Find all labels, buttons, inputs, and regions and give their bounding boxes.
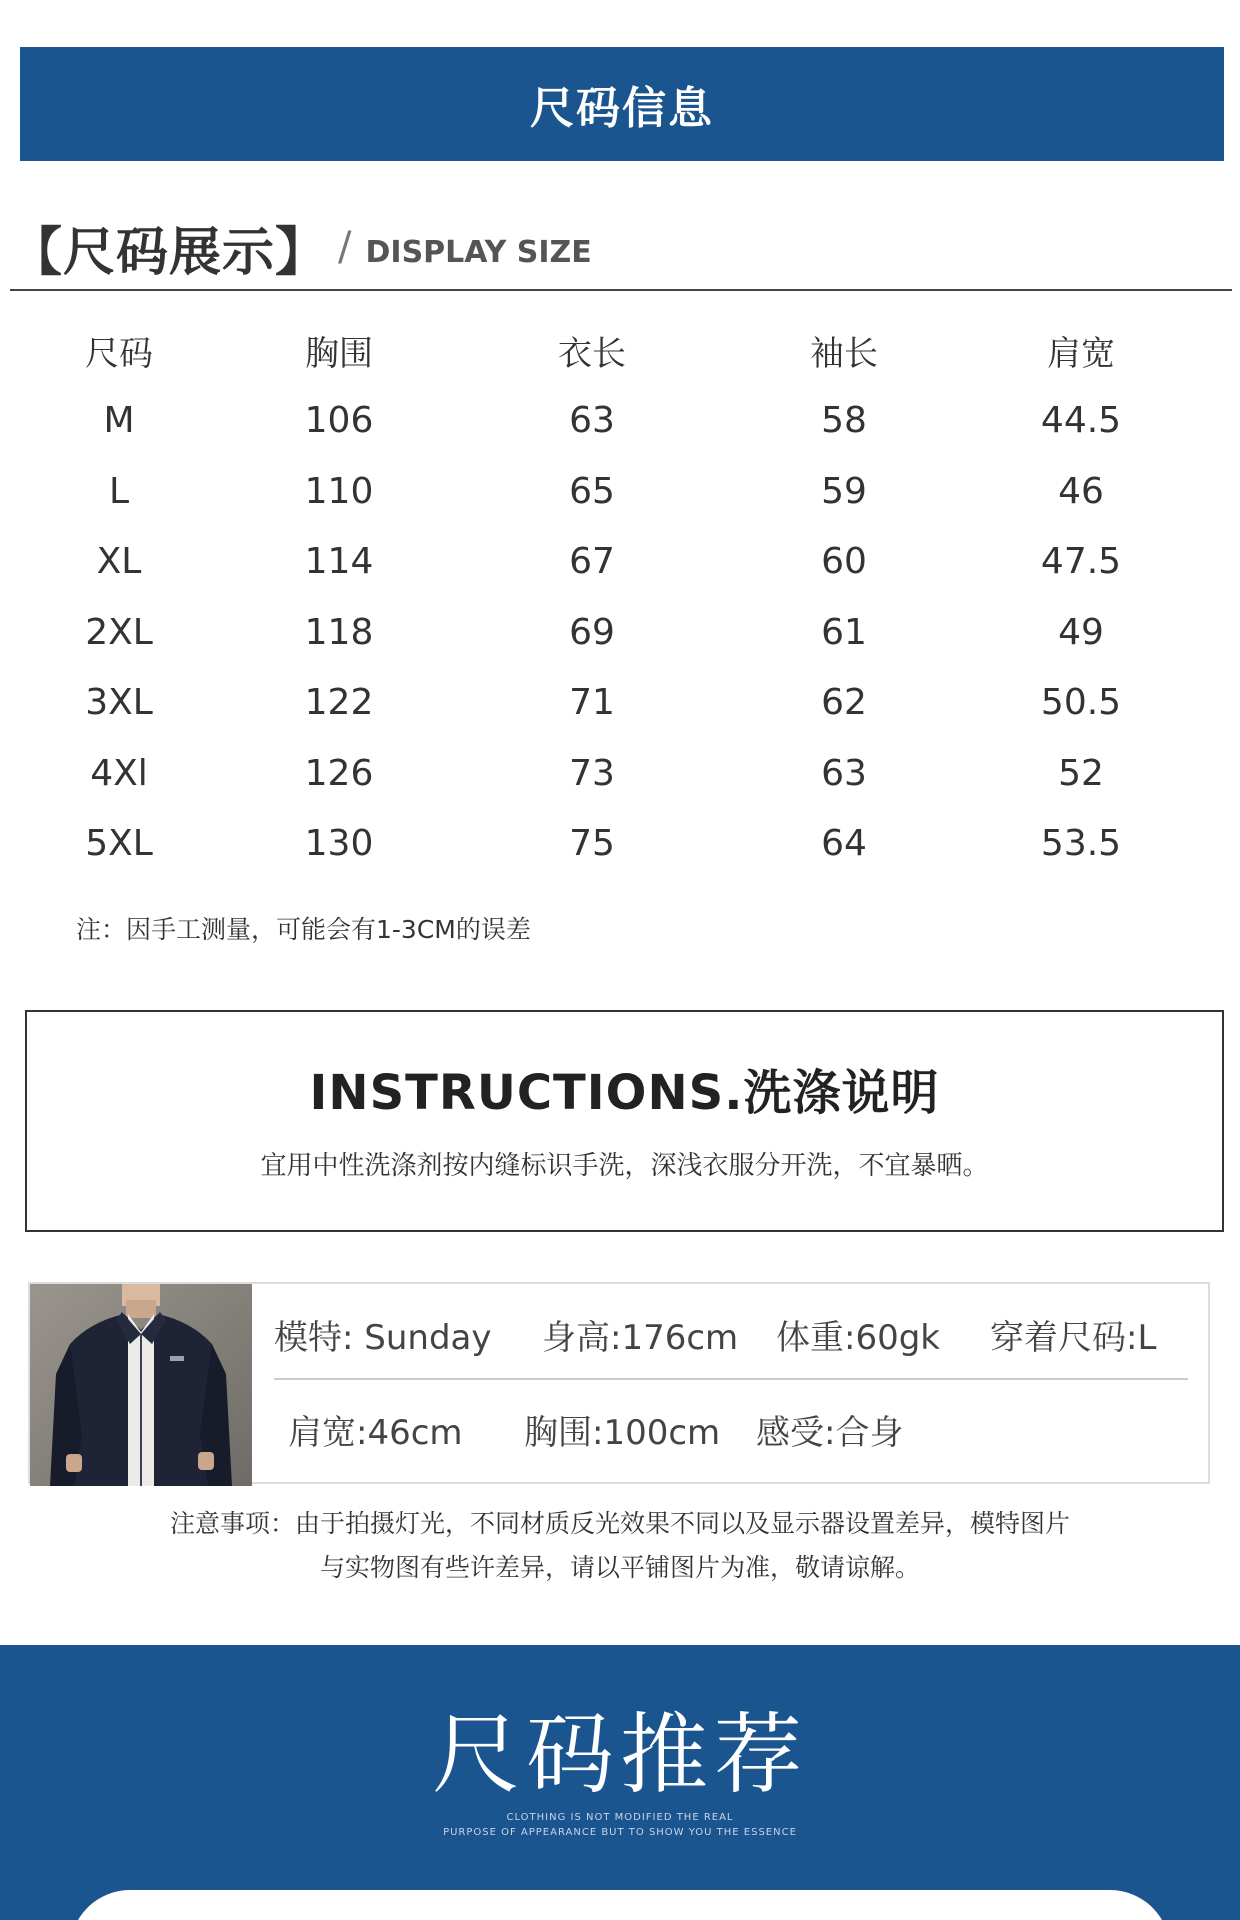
size-cell: 2XL — [85, 611, 153, 653]
instructions-title: INSTRUCTIONS.洗涤说明 — [309, 1065, 940, 1121]
model-photo — [30, 1284, 252, 1486]
shoulder-cell: 47.5 — [1040, 541, 1122, 583]
shoulder-cell: 50.5 — [1040, 682, 1122, 724]
sleeve-cell: 62 — [821, 682, 867, 724]
section-title-en: DISPLAY SIZE — [365, 234, 592, 270]
sleeve-cell: 58 — [821, 400, 867, 442]
model-fit: 感受:合身 — [756, 1412, 904, 1453]
chest-cell: 106 — [304, 400, 374, 442]
chest-cell: 110 — [304, 470, 374, 512]
model-info-card — [28, 1282, 1210, 1484]
length-cell: 73 — [569, 752, 615, 794]
caution-line-1: 注意事项：由于拍摄灯光，不同材质反光效果不同以及显示器设置差异，模特图片 — [169, 1509, 1070, 1538]
size-cell: 4Xl — [90, 752, 148, 794]
model-shoulder: 肩宽:46cm — [288, 1412, 463, 1453]
size-table — [30, 315, 1210, 879]
table-row — [30, 738, 1210, 809]
shoulder-cell: 52 — [1058, 752, 1104, 794]
recommend-title: 尺码推荐 — [431, 1703, 808, 1806]
table-row — [30, 597, 1210, 668]
size-cell: L — [108, 470, 130, 512]
sleeve-cell: 59 — [821, 470, 867, 512]
size-cell: 3XL — [85, 682, 153, 724]
model-details-row-1 — [274, 1290, 1188, 1380]
size-cell: M — [103, 400, 135, 442]
model-details — [252, 1284, 1208, 1482]
column-header: 衣长 — [558, 333, 626, 374]
table-row — [30, 668, 1210, 739]
size-cell: 5XL — [85, 823, 153, 865]
model-weight: 体重:60gk — [776, 1317, 940, 1358]
table-row — [30, 809, 1210, 880]
column-header: 袖长 — [810, 333, 878, 374]
sleeve-cell: 63 — [821, 752, 867, 794]
length-cell: 75 — [569, 823, 615, 865]
shoulder-cell: 53.5 — [1040, 823, 1122, 865]
sleeve-cell: 61 — [821, 611, 867, 653]
white-panel-top — [70, 1890, 1170, 1920]
shoulder-cell: 44.5 — [1040, 400, 1122, 442]
model-height: 身高:176cm — [542, 1317, 739, 1358]
model-details-row-2 — [274, 1384, 1188, 1474]
caution-note — [0, 1502, 1240, 1590]
recommend-subtitle-line-1: CLOTHING IS NOT MODIFIED THE REAL — [506, 1812, 734, 1823]
model-chest: 胸围:100cm — [524, 1412, 721, 1453]
model-size-worn: 穿着尺码:L — [990, 1317, 1157, 1358]
size-recommend-banner — [0, 1645, 1240, 1920]
column-header: 胸围 — [305, 333, 373, 374]
column-header: 肩宽 — [1047, 333, 1115, 374]
instructions-text: 宜用中性洗涤剂按内缝标识手洗，深浅衣服分开洗，不宜暴晒。 — [260, 1151, 989, 1181]
sleeve-cell: 64 — [821, 823, 867, 865]
display-size-heading — [10, 205, 1232, 291]
length-cell: 63 — [569, 400, 615, 442]
table-row — [30, 386, 1210, 457]
washing-instructions-box — [25, 1010, 1224, 1232]
chest-cell: 126 — [304, 752, 374, 794]
chest-cell: 118 — [304, 611, 374, 653]
model-name: 模特: Sunday — [274, 1317, 492, 1358]
sleeve-cell: 60 — [821, 541, 867, 583]
shoulder-cell: 49 — [1058, 611, 1104, 653]
measurement-note: 注：因手工测量，可能会有1-3CM的误差 — [76, 915, 531, 944]
banner-title: 尺码信息 — [530, 83, 714, 134]
length-cell: 65 — [569, 470, 615, 512]
length-cell: 69 — [569, 611, 615, 653]
table-row — [30, 527, 1210, 598]
length-cell: 67 — [569, 541, 615, 583]
column-header: 尺码 — [85, 333, 153, 374]
chest-cell: 114 — [304, 541, 374, 583]
caution-line-2: 与实物图有些许差异，请以平铺图片为准，敬请谅解。 — [319, 1553, 920, 1582]
table-header-row — [30, 315, 1210, 386]
table-row — [30, 456, 1210, 527]
section-title-cn: 【尺码展示】 — [10, 222, 329, 283]
size-cell: XL — [96, 541, 142, 583]
chest-cell: 130 — [304, 823, 374, 865]
shoulder-cell: 46 — [1058, 470, 1104, 512]
recommend-subtitle-line-2: PURPOSE OF APPEARANCE BUT TO SHOW YOU THE ESSENCE — [443, 1827, 797, 1838]
length-cell: 71 — [569, 682, 615, 724]
chest-cell: 122 — [304, 682, 374, 724]
section-divider-slash: / — [338, 224, 352, 270]
size-info-banner — [20, 47, 1224, 161]
